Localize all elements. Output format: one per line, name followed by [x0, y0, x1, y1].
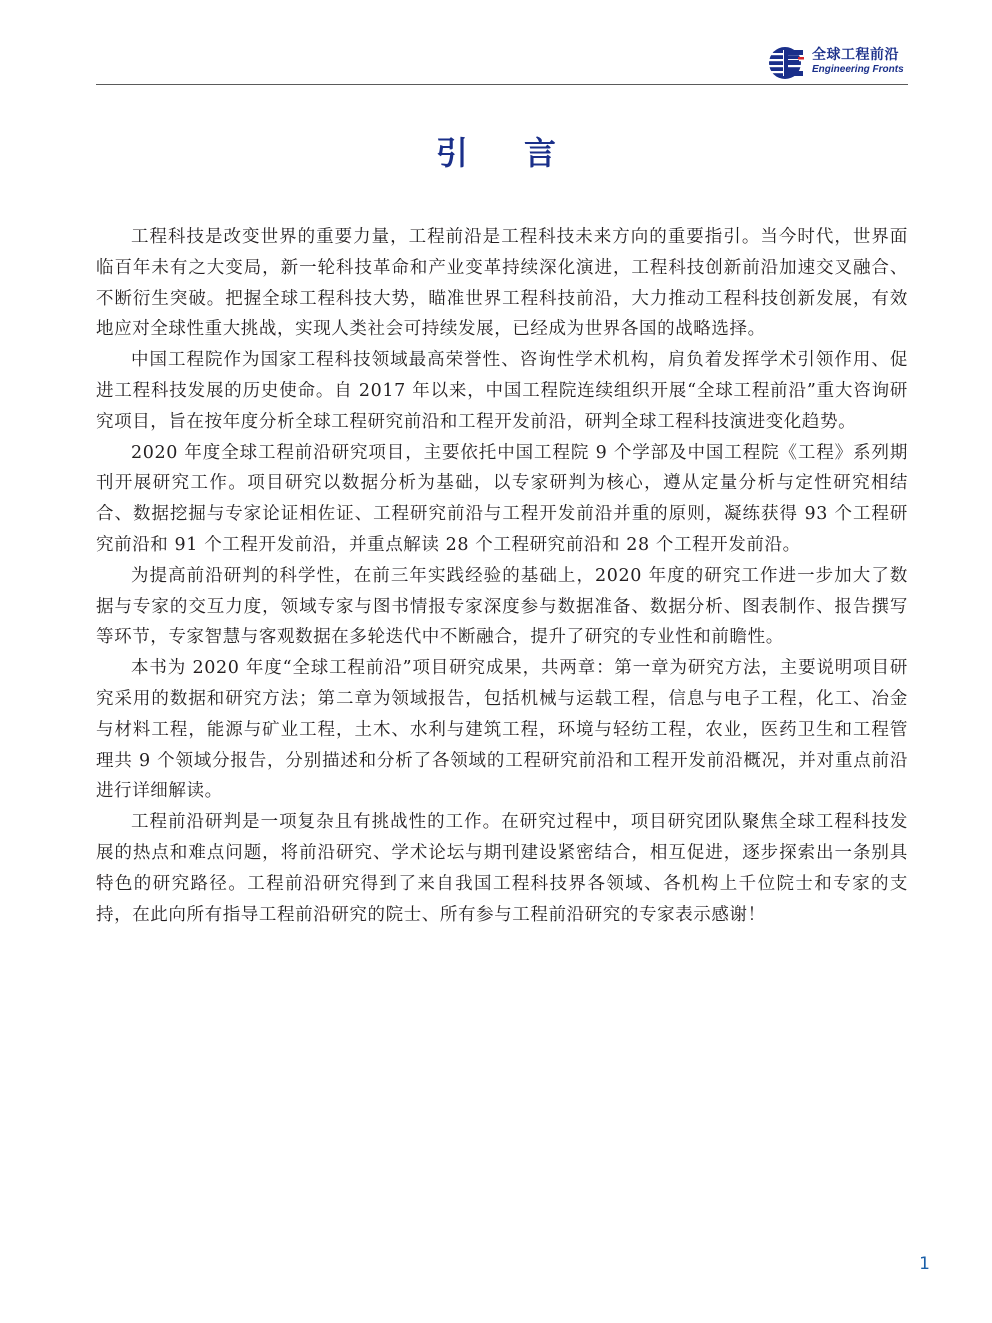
- paragraph: 中国工程院作为国家工程科技领域最高荣誉性、咨询性学术机构，肩负着发挥学术引领作用、促进工程科技发展的历史使命。自 2017 年以来，中国工程院连续组织开展“全球工程前沿”重大咨询研究项目，旨在按年度分析全球工程研究前沿和工程开发前沿，研判全球工程科技演进变化趋势。: [96, 350, 908, 432]
- page-number: 1: [919, 1254, 930, 1274]
- body-text: [96, 222, 908, 930]
- header-rule: [96, 84, 908, 85]
- paragraph: 2020 年度全球工程前沿研究项目，主要依托中国工程院 9 个学部及中国工程院《工程》系列期刊开展研究工作。项目研究以数据分析为基础，以专家研判为核心，遵从定量分析与定性研究相结合、数据挖掘与专家论证相佐证、工程研究前沿与工程开发前沿并重的原则，凝练获得 93 个工程研究前沿和 91 个工程开发前沿，并重点解读 28 个工程研究前沿和 28 个工程开发前沿。: [96, 442, 908, 555]
- page-header: [96, 34, 908, 85]
- paragraph: 本书为 2020 年度“全球工程前沿”项目研究成果，共两章：第一章为研究方法，主要说明项目研究采用的数据和研究方法；第二章为领域报告，包括机械与运载工程，信息与电子工程，化工、冶金与材料工程，能源与矿业工程，土木、水利与建筑工程，环境与轻纺工程，农业，医药卫生和工程管理共 9 个领域分报告，分别描述和分析了各领域的工程研究前沿和工程开发前沿概况，并对重点前沿进行详细解读。: [96, 658, 908, 802]
- paragraph: 工程科技是改变世界的重要力量，工程前沿是工程科技未来方向的重要指引。当今时代，世界面临百年未有之大变局，新一轮科技革命和产业变革持续深化演进，工程科技创新前沿加速交叉融合、不断衍生突破。把握全球工程科技大势，瞄准世界工程科技前沿，大力推动工程科技创新发展，有效地应对全球性重大挑战，实现人类社会可持续发展，已经成为世界各国的战略选择。: [96, 227, 908, 340]
- logo-chinese-text: 全球工程前沿: [812, 47, 899, 63]
- engineering-fronts-logo: [768, 42, 908, 84]
- paragraph: 工程前沿研判是一项复杂且有挑战性的工作。在研究过程中，项目研究团队聚焦全球工程科技发展的热点和难点问题，将前沿研究、学术论坛与期刊建设紧密结合，相互促进，逐步探索出一条别具特色的研究路径。工程前沿研究得到了来自我国工程科技界各领域、各机构上千位院士和专家的支持，在此向所有指导工程前沿研究的院士、所有参与工程前沿研究的专家表示感谢！: [96, 812, 908, 925]
- globe-e-logo-icon: [768, 44, 808, 82]
- page-title: 引言: [435, 134, 612, 172]
- logo-english-text: Engineering Fronts: [812, 64, 904, 75]
- paragraph: 为提高前沿研判的科学性，在前三年实践经验的基础上，2020 年度的研究工作进一步加大了数据与专家的交互力度，领域专家与图书情报专家深度参与数据准备、数据分析、图表制作、报告撰写等环节，专家智慧与客观数据在多轮迭代中不断融合，提升了研究的专业性和前瞻性。: [96, 565, 908, 648]
